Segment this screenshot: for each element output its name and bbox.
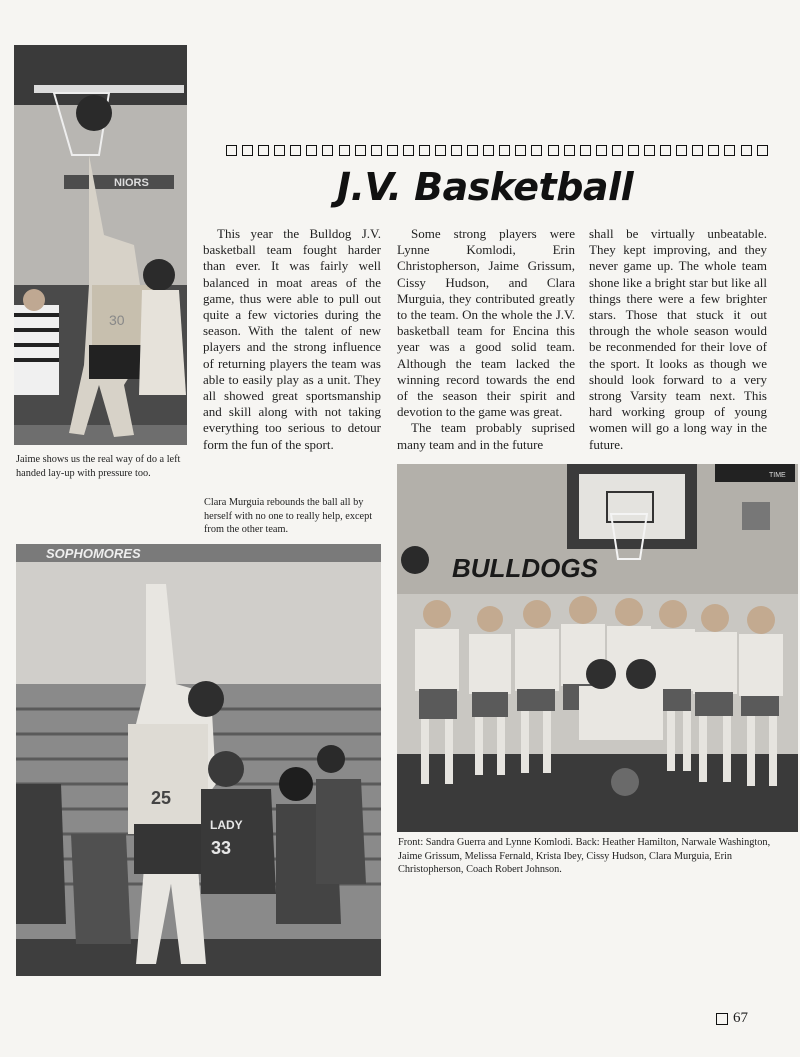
decorative-box-icon [564,145,575,156]
decorative-box-icon [306,145,317,156]
decorative-box-icon [724,145,735,156]
caption-layup: Jaime shows us the real way of do a left handed lay-up with pressure too. [16,454,181,479]
decorative-box-icon [274,145,285,156]
jersey-number-25: 25 [151,788,172,808]
decorative-box-icon [676,145,687,156]
decorative-box-icon [499,145,510,156]
decorative-box-icon [660,145,671,156]
decorative-box-row [226,143,768,159]
decorative-box-icon [339,145,350,156]
photo-team [397,464,798,832]
decorative-box-icon [580,145,591,156]
decorative-box-icon [644,145,655,156]
decorative-box-icon [258,145,269,156]
decorative-box-icon [226,145,237,156]
decorative-box-icon [371,145,382,156]
decorative-box-icon [757,145,768,156]
page-number-text: 67 [733,1010,748,1026]
decorative-box-icon [548,145,559,156]
decorative-box-icon [741,145,752,156]
decorative-box-icon [322,145,333,156]
caption-rebound: Clara Murguia rebounds the ball all by herself with no one to really help, except from the other team. [204,497,373,535]
column-2-paragraph-2: The team probably suprised many team and in the future [397,420,575,452]
column-3-paragraph-1: shall be virtually unbeatable. They kept improving, and they never game up. The whole team shone like a bright star but like all things there were a few brighter stars. Those that stuck it out through the whole season would be reconmended for their love of the sport. It looks as though we should look forward to a very strong Varsity team next. This hard working group of young women will go a long way in the future. [589,226,767,452]
banner-text-top: NIORS [114,177,149,189]
jersey-lady-text: LADY [210,818,243,832]
decorative-box-icon [483,145,494,156]
text-column-3 [589,226,767,453]
column-2-paragraph-1: Some strong players were Lynne Komlodi, Erin Christopherson, Jaime Grissum, Cissy Hudson, and Clara Murguia, they contributed greatly to the team. On the whole the J.V. basketball team for Encina this year was a good solid team. Although the team lacked the winning record towards the end of the season their spirit and devotion to the game was great. [397,226,575,420]
scoreboard-time-label: TIME [769,472,786,479]
decorative-box-icon [435,145,446,156]
decorative-box-icon [692,145,703,156]
photo-rebound [16,544,381,976]
decorative-box-icon [242,145,253,156]
caption-team: Front: Sandra Guerra and Lynne Komlodi. Back: Heather Hamilton, Narwale Washington, Jaime Grissum, Melissa Fernald, Krista Ibey, Cissy Hudson, Clara Murguia, Erin Christopherson, Coach Robert Johnson. [398,837,771,875]
jersey-number-30: 30 [109,312,125,328]
page-number-box-icon [716,1013,728,1025]
page-number [716,1010,748,1027]
decorative-box-icon [596,145,607,156]
decorative-box-icon [403,145,414,156]
decorative-box-icon [612,145,623,156]
decorative-box-icon [708,145,719,156]
decorative-box-icon [515,145,526,156]
banner-text-bottom: SOPHOMORES [46,546,141,561]
text-column-1 [203,226,381,453]
column-1-paragraph-1: This year the Bulldog J.V. basketball team fought harder than ever. It was fairly well balanced in moat areas of the game, thus were able to pull out quite a few victories during the season. With the talent of new players and the strong influence of returning players the team was able to easily play as a unit. They all showed great sportsmanship and skill along with not taking everything too serious to detour form the fun of the sport. [203,226,381,452]
decorative-box-icon [290,145,301,156]
decorative-box-icon [355,145,366,156]
decorative-box-icon [387,145,398,156]
text-column-2 [397,226,575,453]
decorative-box-icon [531,145,542,156]
page-title: J.V. Basketball [336,165,634,209]
decorative-box-icon [419,145,430,156]
photo-layup [14,45,187,445]
decorative-box-icon [467,145,478,156]
decorative-box-icon [628,145,639,156]
bulldogs-wall-text: BULLDOGS [452,553,598,583]
decorative-box-icon [451,145,462,156]
jersey-number-33: 33 [211,838,232,858]
